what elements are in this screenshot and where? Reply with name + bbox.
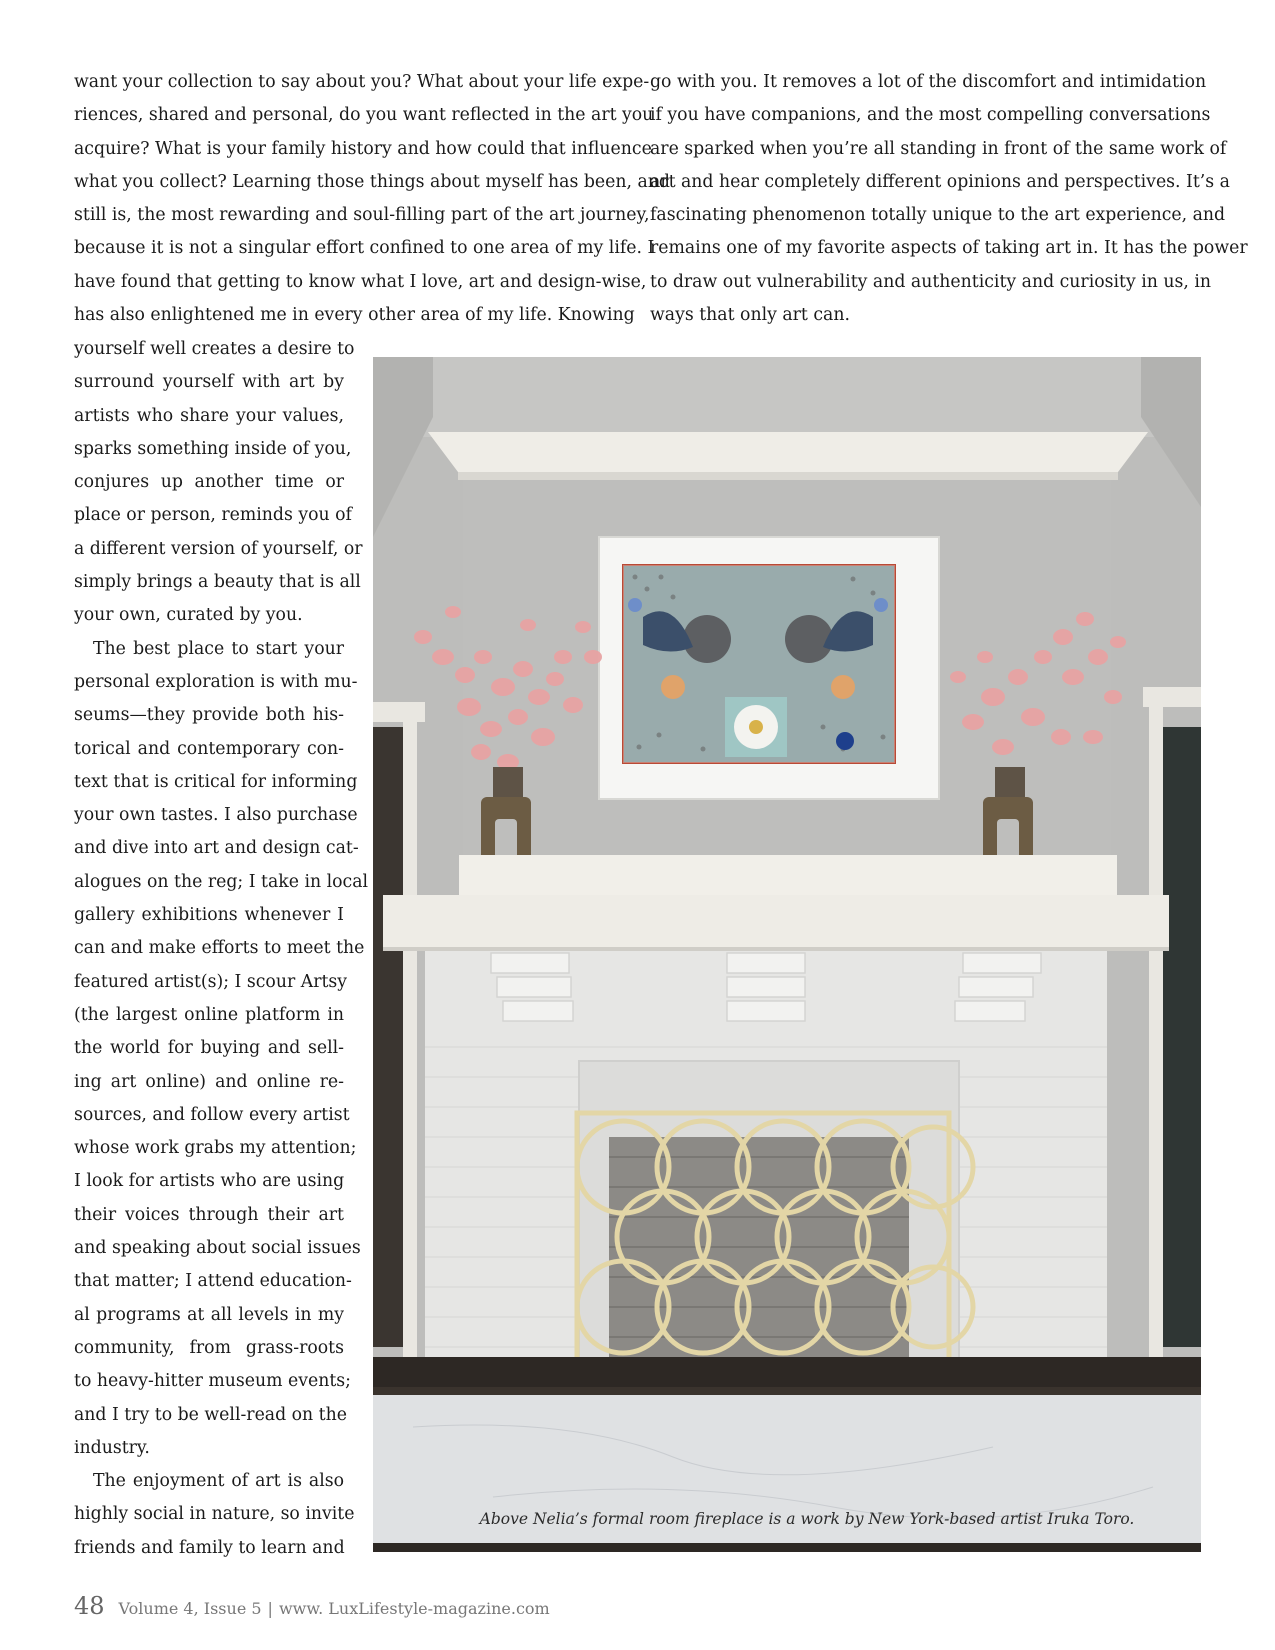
text-line: surround yourself with art by	[74, 372, 344, 393]
text-line: to heavy-hitter museum events;	[74, 1371, 351, 1392]
text-line: whose work grabs my attention;	[74, 1138, 357, 1159]
text-line: featured artist(s); I scour Artsy	[74, 971, 348, 992]
text-line: remains one of my favorite aspects of taking art in. It has the power	[650, 238, 1248, 259]
article-column-top-right	[650, 66, 1248, 332]
text-line: riences, shared and personal, do you want reflected in the art you	[74, 105, 654, 126]
text-line: industry.	[74, 1437, 150, 1458]
text-line: acquire? What is your family history and how could that influence	[74, 138, 652, 159]
text-line: The best place to start your	[93, 638, 344, 659]
fireplace-photo	[373, 357, 1201, 1552]
text-line: to draw out vulnerability and authenticity and curiosity in us, in	[650, 271, 1212, 292]
issue-label: Volume 4, Issue 5	[118, 1599, 262, 1618]
text-line: have found that getting to know what I love, art and design-wise,	[74, 271, 647, 292]
text-line: yourself well creates a desire to	[74, 339, 355, 359]
page-number: 48	[74, 1592, 105, 1620]
photo-caption: Above Nelia’s formal room fireplace is a work by New York-based artist Iruka Toro.	[479, 1510, 1135, 1528]
text-line: ing art online) and online re-	[74, 1071, 344, 1092]
text-line: go with you. It removes a lot of the discomfort and intimidation	[650, 72, 1207, 92]
text-line: simply brings a beauty that is all	[74, 572, 361, 593]
text-line: community, from grass-roots	[74, 1337, 344, 1358]
article-column-top-left	[74, 66, 670, 332]
text-line: that matter; I attend education-	[74, 1271, 352, 1292]
text-line: has also enlightened me in every other area of my life. Knowing	[74, 305, 635, 326]
text-line: and speaking about social issues	[74, 1238, 361, 1259]
page-footer	[74, 1592, 550, 1620]
text-line: still is, the most rewarding and soul-filling part of the art journey,	[74, 205, 650, 226]
text-line: sparks something inside of you,	[74, 438, 352, 459]
text-line: personal exploration is with mu-	[74, 671, 358, 692]
text-line: torical and contemporary con-	[74, 738, 344, 759]
text-line: if you have companions, and the most compelling conversations	[650, 105, 1211, 126]
footer-divider: |	[267, 1599, 273, 1618]
text-line: fascinating phenomenon totally unique to the art experience, and	[650, 205, 1226, 226]
text-line: friends and family to learn and	[74, 1537, 345, 1558]
text-line: and dive into art and design cat-	[74, 838, 359, 859]
website-link[interactable]: www. LuxLifestyle-magazine.com	[278, 1599, 550, 1618]
text-line: conjures up another time or	[74, 472, 344, 493]
text-line: alogues on the reg; I take in local	[74, 871, 369, 892]
text-line: art and hear completely different opinions and perspectives. It’s a	[650, 171, 1230, 192]
text-line: The enjoyment of art is also	[93, 1471, 344, 1492]
text-line: I look for artists who are using	[74, 1171, 345, 1192]
text-line: place or person, reminds you of	[74, 505, 352, 526]
text-line: seums—they provide both his-	[74, 705, 344, 726]
fireplace-illustration	[373, 357, 1201, 1552]
text-line: the world for buying and sell-	[74, 1038, 344, 1059]
text-line: are sparked when you’re all standing in front of the same work of	[650, 138, 1227, 159]
text-line: al programs at all levels in my	[74, 1304, 344, 1325]
text-line: gallery exhibitions whenever I	[74, 905, 344, 926]
text-line: their voices through their art	[74, 1204, 344, 1225]
text-line: because it is not a singular effort confined to one area of my life. I	[74, 238, 655, 259]
text-line: (the largest online platform in	[74, 1004, 344, 1025]
mantel-shelf	[383, 895, 1169, 951]
text-line: sources, and follow every artist	[74, 1104, 350, 1125]
text-line: what you collect? Learning those things about myself has been, and	[74, 171, 670, 192]
text-line: can and make efforts to meet the	[74, 938, 365, 959]
text-line: text that is critical for informing	[74, 771, 358, 792]
text-line: a different version of yourself, or	[74, 538, 363, 559]
text-line: artists who share your values,	[74, 405, 344, 426]
text-line: want your collection to say about you? What about your life expe-	[74, 72, 650, 92]
text-line: and I try to be well-read on the	[74, 1404, 347, 1425]
text-line: ways that only art can.	[650, 305, 850, 326]
article-column-narrow	[74, 333, 369, 1565]
marble-hearth	[373, 1395, 1201, 1552]
text-line: your own, curated by you.	[74, 605, 303, 626]
text-line: your own tastes. I also purchase	[74, 805, 358, 826]
text-line: highly social in nature, so invite	[74, 1504, 355, 1525]
